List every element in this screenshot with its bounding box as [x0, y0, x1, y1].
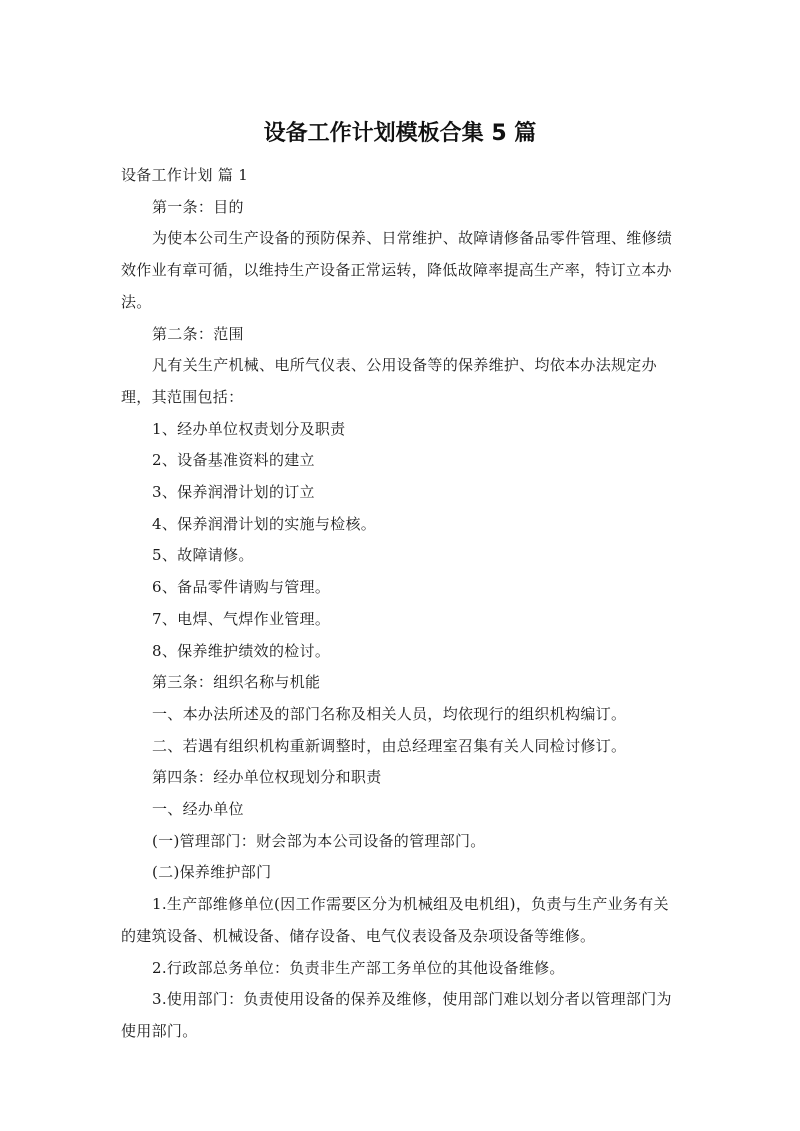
paragraph: 3.使用部门：负责使用设备的保养及维修，使用部门难以划分者以管理部门为使用部门。 [121, 990, 672, 1040]
article-heading: 第二条：范围 [152, 324, 244, 343]
subheading: (二)保养维护部门 [152, 863, 272, 882]
document-body [121, 160, 679, 1048]
paragraph: 2.行政部总务单位：负责非生产部工务单位的其他设备维修。 [152, 958, 565, 977]
paragraph: 二、若遇有组织机构重新调整时，由总经理室召集有关人同检讨修订。 [152, 736, 627, 755]
paragraph: 凡有关生产机械、电所气仪表、公用设备等的保养维护、均依本办法规定办理，其范围包括： [121, 356, 657, 406]
list-item: 7、电焊、气焊作业管理。 [152, 609, 331, 628]
list-item: 8、保养维护绩效的检讨。 [152, 641, 331, 660]
paragraph: 1.生产部维修单位(因工作需要区分为机械组及电机组)，负责与生产业务有关的建筑设备、机械设备、储存设备、电气仪表设备及杂项设备等维修。 [121, 895, 669, 945]
article-heading: 第四条：经办单位权现划分和职责 [152, 768, 382, 787]
section-heading: 设备工作计划 篇 1 [121, 166, 249, 184]
list-item: 1、经办单位权责划分及职责 [152, 419, 346, 438]
list-item: 6、备品零件请购与管理。 [152, 578, 331, 597]
list-item: 3、保养润滑计划的订立 [152, 483, 315, 502]
list-item: 5、故障请修。 [152, 546, 254, 565]
paragraph: 为使本公司生产设备的预防保养、日常维护、故障请修备品零件管理、维修绩效作业有章可循，以维持生产设备正常运转，降低故障率提高生产率，特订立本办法。 [121, 229, 673, 311]
list-item: 2、设备基准资料的建立 [152, 451, 315, 470]
paragraph: 一、本办法所述及的部门名称及相关人员，均依现行的组织机构编订。 [152, 704, 627, 723]
article-heading: 第一条：目的 [152, 197, 244, 216]
subheading: 一、经办单位 [152, 800, 244, 819]
paragraph: (一)管理部门：财会部为本公司设备的管理部门。 [152, 831, 486, 850]
article-heading: 第三条：组织名称与机能 [152, 673, 321, 692]
document-title: 设备工作计划模板合集 5 篇 [263, 121, 537, 146]
list-item: 4、保养润滑计划的实施与检核。 [152, 514, 377, 533]
